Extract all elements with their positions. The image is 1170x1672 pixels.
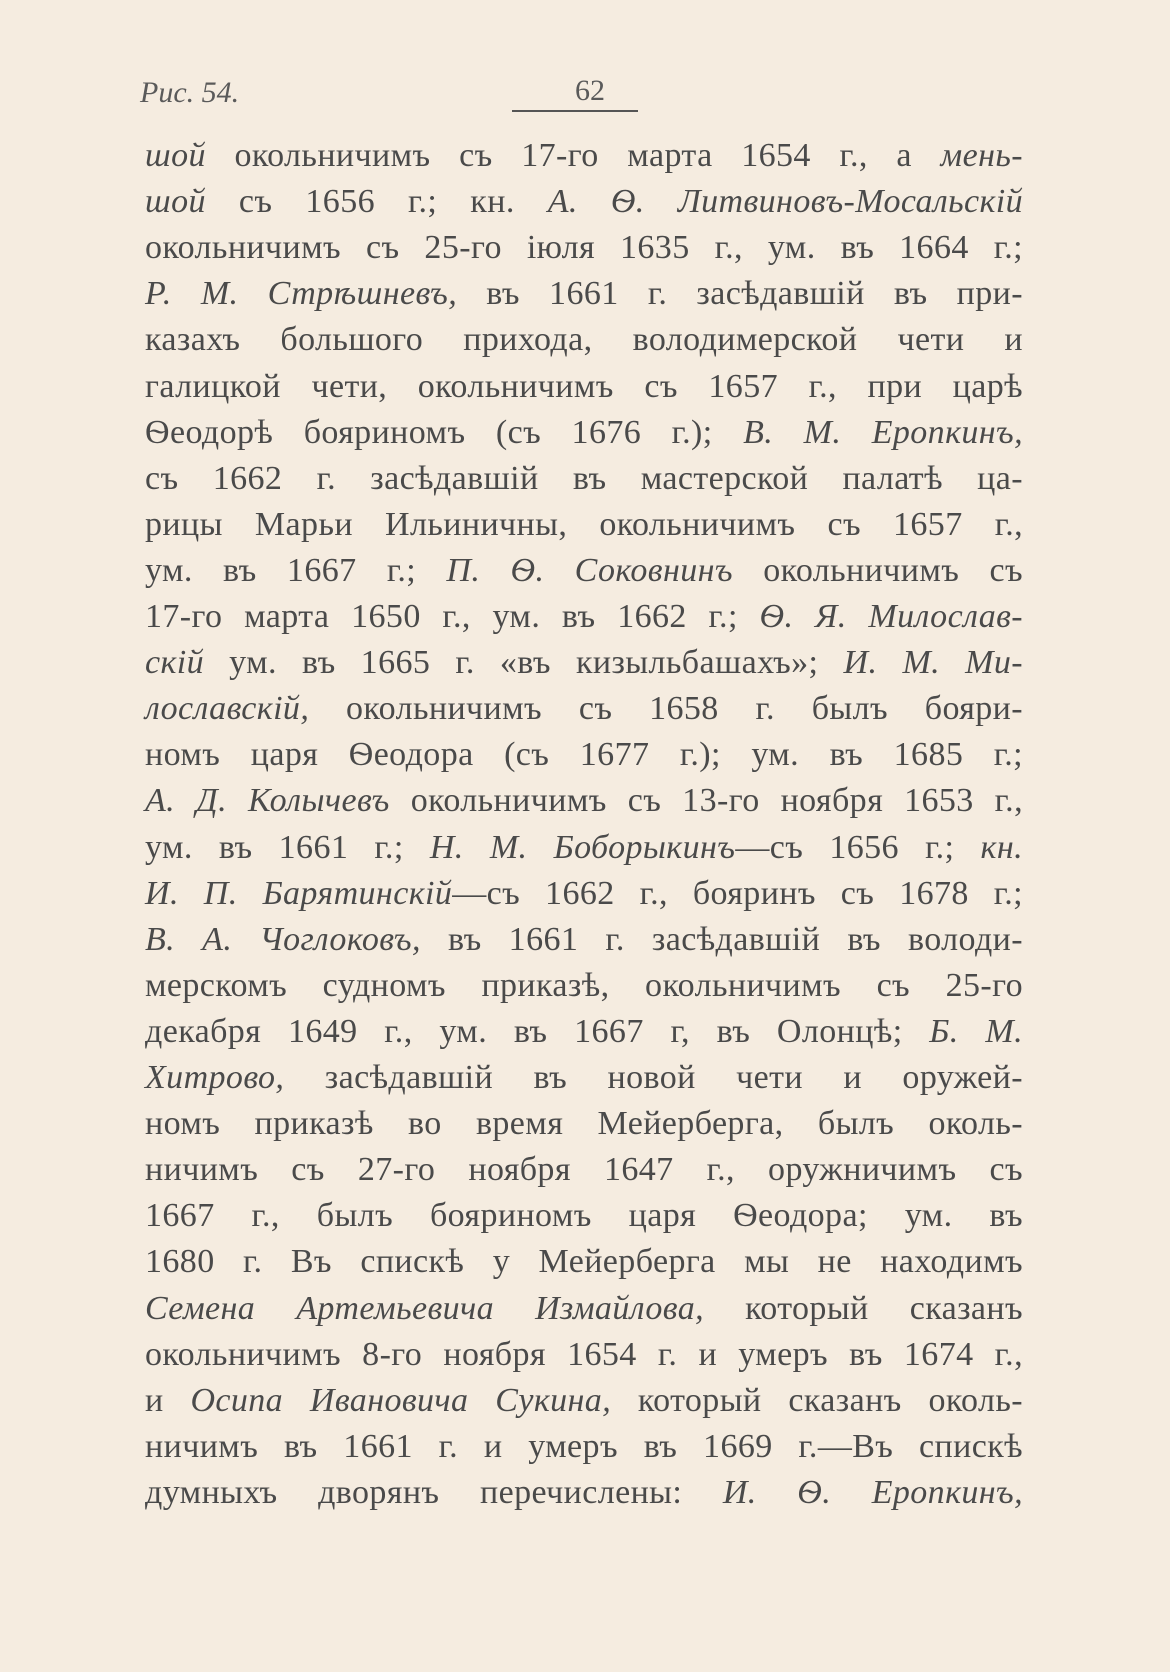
- text-line: [145, 1381, 1023, 1421]
- italic-segment: И. М. Ми-: [843, 644, 1024, 682]
- italic-segment: Хитрово,: [145, 1059, 285, 1096]
- italic-segment: Р. М. Стрѣшневъ,: [145, 275, 458, 313]
- text-line: [145, 505, 1023, 545]
- text-line: [145, 1058, 1023, 1098]
- text-segment: окольничимъ съ 25-го іюля 1635 г., ум. въ 1664 г.;: [145, 229, 1023, 267]
- text-line: [145, 182, 1023, 222]
- text-line: [145, 689, 1023, 729]
- italic-segment: В. А. Чоглоковъ,: [145, 920, 421, 958]
- text-segment: ничимъ съ 27-го ноября 1647 г., оружничимъ съ: [145, 1151, 1023, 1189]
- text-segment: 1680 г. Въ спискѣ у Мейерберга мы не находимъ: [145, 1243, 1023, 1281]
- italic-segment: В. М. Еропкинъ,: [743, 413, 1023, 451]
- text-segment: ум. въ 1667 г.;: [145, 551, 447, 589]
- text-line: [145, 1242, 1023, 1282]
- text-line: [145, 1150, 1023, 1190]
- text-line: [145, 1196, 1023, 1236]
- text-segment: въ 1661 г. засѣдавшій въ володи-: [420, 920, 1023, 958]
- text-line: [145, 1289, 1023, 1329]
- text-segment: съ 1662 г. засѣдавшій въ мастерской палатѣ ца-: [145, 459, 1023, 497]
- text-segment: казахъ большого прихода, володимерской чети и: [145, 321, 1023, 359]
- text-line: [145, 274, 1023, 314]
- text-line: [145, 828, 1023, 868]
- text-segment: думныхъ дворянъ перечислены:: [145, 1473, 723, 1511]
- text-segment: рицы Марьи Ильиничны, окольничимъ съ 1657 г.,: [145, 505, 1023, 543]
- text-line: [145, 1427, 1023, 1467]
- italic-segment: шой: [145, 137, 206, 174]
- text-segment: декабря 1649 г., ум. въ 1667 г, въ Олонцѣ;: [145, 1012, 930, 1050]
- text-segment: галицкой чети, окольничимъ съ 1657 г., при царѣ: [145, 367, 1023, 405]
- text-segment: и: [145, 1381, 191, 1419]
- italic-segment: лославскій,: [145, 690, 310, 728]
- text-segment: мерскомъ судномъ приказѣ, окольничимъ съ 25-го: [145, 966, 1023, 1004]
- text-line: [145, 1473, 1023, 1513]
- text-segment: который сказанъ околь-: [611, 1381, 1024, 1419]
- text-segment: Ѳеодорѣ бояриномъ (съ 1676 г.);: [145, 413, 744, 451]
- text-line: [145, 874, 1023, 914]
- italic-segment: Б. М.: [929, 1012, 1023, 1050]
- text-segment: ничимъ въ 1661 г. и умеръ въ 1669 г.—Въ спискѣ: [145, 1427, 1023, 1465]
- text-segment: окольничимъ съ 13-го ноября 1653 г.,: [389, 782, 1023, 820]
- text-line: [145, 228, 1023, 268]
- figure-reference: Рис. 54.: [140, 76, 240, 109]
- text-line: [145, 966, 1023, 1006]
- italic-segment: кн.: [980, 828, 1024, 866]
- italic-segment: шой: [145, 183, 206, 221]
- italic-segment: Н. М. Боборыкинъ: [429, 828, 736, 866]
- italic-segment: Осипа Ивановича Сукина,: [190, 1381, 612, 1419]
- text-line: [145, 320, 1023, 360]
- text-segment: окольничимъ съ 1658 г. былъ бояри-: [309, 690, 1023, 728]
- text-line: [145, 1012, 1023, 1052]
- text-line: [145, 1104, 1023, 1144]
- italic-segment: А. Д. Колычевъ: [145, 782, 390, 820]
- text-segment: въ 1661 г. засѣдавшій въ при-: [457, 275, 1023, 313]
- italic-segment: А. Ѳ. Литвиновъ-Мосальскій: [547, 183, 1023, 221]
- italic-segment: И. Ѳ. Еропкинъ,: [722, 1473, 1024, 1511]
- page-number: 62: [575, 74, 605, 107]
- italic-segment: Ѳ. Я. Милослав-: [759, 598, 1023, 635]
- text-segment: окольничимъ 8-го ноября 1654 г. и умеръ въ 1674 г.,: [145, 1335, 1023, 1373]
- text-line: [145, 459, 1023, 499]
- text-segment: 17-го марта 1650 г., ум. въ 1662 г.;: [145, 598, 760, 635]
- text-line: [145, 781, 1023, 821]
- text-line: [145, 597, 1023, 637]
- text-line: [145, 413, 1023, 453]
- text-segment: съ 1656 г.; кн.: [205, 183, 548, 221]
- text-line: [145, 367, 1023, 407]
- text-segment: —съ 1656 г.;: [735, 828, 981, 866]
- text-line: [145, 735, 1023, 775]
- text-segment: ум. въ 1665 г. «въ кизыльбашахъ»;: [204, 644, 844, 682]
- text-segment: окольничимъ съ 17-го марта 1654 г., а: [205, 137, 941, 174]
- text-segment: номъ приказѣ во время Мейерберга, былъ околь-: [145, 1105, 1023, 1143]
- text-line: [145, 551, 1023, 591]
- text-segment: засѣдавшій въ новой чети и оружей-: [284, 1059, 1023, 1096]
- text-segment: окольничимъ съ: [732, 551, 1023, 589]
- text-line: [145, 920, 1023, 960]
- text-segment: ум. въ 1661 г.;: [145, 828, 430, 866]
- italic-segment: П. Ѳ. Соковнинъ: [446, 551, 733, 589]
- text-segment: 1667 г., былъ бояриномъ царя Ѳеодора; ум. въ: [145, 1197, 1023, 1235]
- text-segment: который сказанъ: [704, 1289, 1023, 1327]
- text-line: [145, 643, 1023, 683]
- text-line: [145, 1335, 1023, 1375]
- italic-segment: скій: [145, 644, 205, 682]
- text-line: [145, 136, 1023, 176]
- text-segment: —съ 1662 г., бояринъ съ 1678 г.;: [452, 874, 1023, 912]
- italic-segment: И. П. Барятинскій: [145, 874, 453, 912]
- italic-segment: мень-: [940, 137, 1023, 174]
- italic-segment: Семена Артемьевича Измайлова,: [145, 1289, 705, 1327]
- text-segment: номъ царя Ѳеодора (съ 1677 г.); ум. въ 1685 г.;: [145, 736, 1023, 774]
